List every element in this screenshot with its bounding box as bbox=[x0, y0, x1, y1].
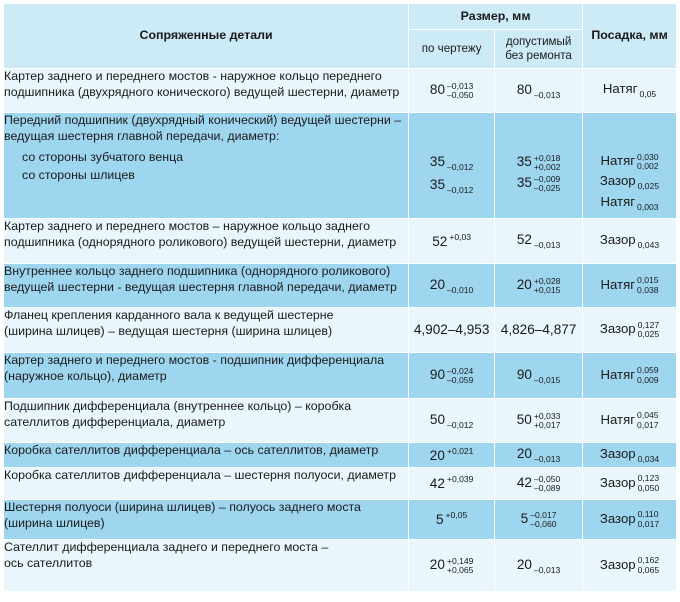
drawing-size bbox=[409, 500, 495, 540]
description-line: подшипника (двухрядного конического) ведущей шестерни, диаметр bbox=[4, 84, 400, 99]
table-row bbox=[4, 219, 677, 264]
size-value bbox=[429, 555, 474, 575]
fit-cell bbox=[583, 219, 677, 264]
allowed-subvalue bbox=[495, 151, 582, 172]
lower-deviation: –0,089 bbox=[534, 482, 561, 493]
fit-max: 0,110 bbox=[637, 509, 659, 520]
allowed-size bbox=[495, 399, 583, 443]
value-tolerance bbox=[534, 475, 560, 493]
upper-deviation: +0,039 bbox=[446, 474, 474, 485]
fit-max: 0,015 bbox=[637, 275, 659, 286]
size-value bbox=[516, 81, 561, 100]
fit-type: Зазор bbox=[599, 474, 636, 490]
value-base: 42 bbox=[516, 475, 532, 491]
table-row bbox=[4, 540, 677, 592]
value-tolerance bbox=[534, 175, 560, 193]
row-description bbox=[4, 468, 409, 500]
fit-max: 0,127 bbox=[637, 319, 660, 330]
upper-deviation: +0,149 bbox=[446, 555, 474, 566]
value-base: 90 bbox=[516, 366, 532, 382]
drawing-size bbox=[409, 219, 495, 264]
fit-range bbox=[638, 321, 660, 339]
fit-cell bbox=[583, 540, 677, 592]
row-description bbox=[4, 113, 409, 219]
drawing-subvalue bbox=[409, 174, 494, 197]
upper-deviation: –0,009 bbox=[534, 173, 561, 184]
upper-deviation: –0,017 bbox=[530, 509, 557, 520]
value-base: 90 bbox=[429, 367, 446, 383]
size-value bbox=[520, 509, 557, 529]
header-size: Размер, мм bbox=[409, 4, 583, 30]
fit-cell bbox=[583, 264, 677, 308]
upper-deviation: +0,021 bbox=[446, 445, 474, 456]
size-value bbox=[501, 323, 577, 337]
fit-type: Натяг bbox=[600, 276, 636, 292]
fit-amount: 0,025 bbox=[637, 180, 660, 191]
table-row bbox=[4, 264, 677, 308]
drawing-size bbox=[409, 468, 495, 500]
fit-min: 0,017 bbox=[637, 419, 659, 430]
size-value bbox=[429, 365, 474, 385]
allowed-size bbox=[495, 468, 583, 500]
value-tolerance bbox=[447, 82, 473, 100]
header-allowed: допустимый без ремонта bbox=[495, 30, 583, 69]
description-line: подшипника (однорядного роликового) ведущей шестерни, диаметр bbox=[4, 234, 397, 249]
size-value bbox=[429, 445, 474, 463]
drawing-subvalue bbox=[409, 151, 494, 174]
fit-value bbox=[600, 275, 659, 295]
size-value bbox=[516, 410, 561, 430]
allowed-size bbox=[495, 500, 583, 540]
lower-deviation: –0,013 bbox=[534, 89, 561, 100]
fit-range bbox=[637, 153, 659, 171]
fit-value bbox=[599, 473, 660, 493]
drawing-size bbox=[409, 443, 495, 468]
lower-deviation: –0,013 bbox=[534, 454, 561, 464]
allowed-size bbox=[495, 219, 583, 264]
allowed-size bbox=[495, 308, 583, 353]
table-row bbox=[4, 500, 677, 540]
fit-value bbox=[600, 365, 659, 385]
allowed-size bbox=[495, 264, 583, 308]
fit-amount: 0,043 bbox=[637, 239, 660, 250]
upper-deviation: +0,018 bbox=[533, 152, 561, 163]
value-base: 20 bbox=[429, 557, 445, 573]
size-value bbox=[432, 231, 472, 249]
fit-min: 0,009 bbox=[637, 374, 659, 385]
value-base: 20 bbox=[516, 446, 532, 461]
row-description bbox=[4, 353, 409, 399]
fit-type: Зазор bbox=[599, 172, 636, 188]
description-line: Картер заднего и переднего мостов – наружное кольцо заднего bbox=[4, 219, 371, 233]
drawing-size bbox=[409, 399, 495, 443]
drawing-size bbox=[409, 308, 495, 353]
size-value bbox=[429, 411, 474, 430]
table-row bbox=[4, 113, 677, 219]
allowed-subvalue bbox=[495, 172, 582, 193]
row-description bbox=[4, 308, 409, 353]
upper-deviation: +0,033 bbox=[533, 410, 561, 421]
fit-min: 0,065 bbox=[637, 564, 660, 575]
fit-value bbox=[599, 509, 660, 529]
size-value bbox=[429, 154, 474, 172]
lower-deviation: –0,050 bbox=[447, 89, 474, 100]
upper-deviation: +0,03 bbox=[449, 231, 472, 242]
size-value bbox=[429, 276, 474, 295]
value-tolerance bbox=[534, 154, 561, 172]
description-line: Сателлит дифференциала заднего и переднего моста – bbox=[4, 540, 329, 554]
row-description bbox=[4, 219, 409, 264]
allowed-size bbox=[495, 443, 583, 468]
header-fit: Посадка, мм bbox=[583, 4, 677, 69]
fit-value bbox=[599, 172, 660, 191]
fits-table bbox=[3, 3, 677, 592]
fit-type: Зазор bbox=[599, 445, 636, 461]
value-tolerance bbox=[530, 511, 556, 529]
value-base: 20 bbox=[429, 276, 446, 292]
fit-value bbox=[599, 445, 660, 464]
row-description bbox=[4, 399, 409, 443]
description-line: ведущей шестерни - ведущая шестерня главной передачи, диаметр bbox=[4, 279, 397, 294]
lower-deviation: +0,065 bbox=[446, 564, 474, 575]
fit-subvalue bbox=[583, 151, 676, 171]
value-base: 52 bbox=[516, 232, 532, 247]
row-description bbox=[4, 540, 409, 592]
size-value bbox=[435, 510, 468, 528]
fit-min: 0,038 bbox=[637, 284, 659, 295]
lower-deviation: –0,012 bbox=[447, 185, 474, 196]
fit-type: Зазор bbox=[599, 321, 636, 337]
description-subitem: со стороны шлицев bbox=[22, 167, 135, 182]
drawing-size bbox=[409, 353, 495, 399]
fit-cell bbox=[583, 308, 677, 353]
table-row bbox=[4, 399, 677, 443]
size-value bbox=[516, 275, 561, 295]
fit-range bbox=[638, 556, 660, 574]
value-base: 5 bbox=[435, 512, 444, 528]
lower-deviation: +0,017 bbox=[533, 419, 561, 430]
fit-max: 0,059 bbox=[637, 365, 659, 376]
row-description bbox=[4, 69, 409, 113]
description-line: сателлитов дифференциала, диаметр bbox=[4, 414, 226, 429]
value-base: 52 bbox=[432, 233, 448, 249]
fit-range bbox=[637, 366, 659, 384]
fit-value bbox=[599, 231, 660, 250]
value-tolerance bbox=[534, 412, 561, 430]
value-base: 50 bbox=[429, 411, 446, 427]
fit-cell bbox=[583, 500, 677, 540]
lower-deviation: –0,059 bbox=[447, 374, 474, 385]
upper-deviation: –0,050 bbox=[534, 473, 561, 484]
table-row bbox=[4, 353, 677, 399]
size-value bbox=[516, 446, 561, 464]
fit-min: 0,017 bbox=[637, 518, 660, 529]
upper-deviation: –0,013 bbox=[447, 80, 474, 91]
fit-cell bbox=[583, 399, 677, 443]
fit-max: 0,030 bbox=[637, 151, 659, 162]
fit-subvalue bbox=[583, 171, 676, 192]
value-base: 80 bbox=[516, 81, 532, 97]
upper-deviation: –0,024 bbox=[447, 365, 474, 376]
description-line: Коробка сателлитов дифференциала – шестерня полуоси, диаметр bbox=[4, 468, 396, 482]
header-parts: Сопряженные детали bbox=[4, 4, 409, 69]
fit-min: 0,025 bbox=[637, 329, 660, 339]
size-value bbox=[429, 177, 474, 196]
fit-max: 0,123 bbox=[637, 473, 660, 484]
fit-type: Натяг bbox=[600, 153, 636, 168]
lower-deviation: –0,013 bbox=[534, 240, 561, 250]
value-base: 50 bbox=[516, 412, 532, 428]
fit-type: Натяг bbox=[600, 194, 636, 210]
allowed-size bbox=[495, 69, 583, 113]
description-line: Картер заднего и переднего мостов - наружное кольцо переднего bbox=[4, 69, 382, 83]
row-description bbox=[4, 264, 409, 308]
fit-amount: 0,003 bbox=[637, 202, 659, 213]
fit-range bbox=[637, 276, 659, 294]
fit-range bbox=[638, 510, 660, 528]
size-value bbox=[429, 80, 474, 100]
fit-value bbox=[600, 410, 659, 430]
description-line: Картер заднего и переднего мостов - подшипник дифференциала bbox=[4, 353, 385, 367]
value-base: 35 bbox=[516, 154, 532, 169]
description-line: Подшипник дифференциала (внутреннее кольцо) – коробка bbox=[4, 399, 352, 413]
upper-deviation: +0,05 bbox=[445, 510, 468, 521]
description-line: ведущая шестерня главной передачи, диаметр: bbox=[4, 128, 280, 143]
fit-type: Натяг bbox=[600, 411, 636, 427]
value-base: 20 bbox=[516, 277, 532, 293]
fit-subvalue bbox=[583, 192, 676, 213]
value-tolerance bbox=[447, 367, 473, 385]
table-row bbox=[4, 468, 677, 500]
value-base: 20 bbox=[429, 447, 445, 463]
size-value bbox=[516, 152, 561, 172]
fit-type: Зазор bbox=[599, 556, 636, 572]
row-description bbox=[4, 500, 409, 540]
value-tolerance bbox=[534, 277, 561, 295]
fit-type: Натяг bbox=[600, 366, 636, 382]
lower-deviation: –0,012 bbox=[447, 419, 474, 430]
description-line: ось сателлитов bbox=[4, 555, 93, 570]
fit-cell bbox=[583, 113, 677, 219]
size-value bbox=[516, 473, 561, 493]
fit-cell bbox=[583, 468, 677, 500]
drawing-size bbox=[409, 113, 495, 219]
fit-value bbox=[600, 194, 659, 213]
allowed-size bbox=[495, 113, 583, 219]
value-base: 35 bbox=[516, 175, 532, 191]
value-range: 4,902–4,953 bbox=[413, 322, 490, 338]
value-tolerance bbox=[447, 557, 474, 575]
fit-cell bbox=[583, 353, 677, 399]
size-value bbox=[516, 232, 561, 250]
row-description bbox=[4, 443, 409, 468]
fit-range bbox=[638, 474, 660, 492]
lower-deviation: –0,025 bbox=[534, 182, 561, 193]
fit-value bbox=[602, 81, 657, 99]
size-value bbox=[516, 173, 561, 193]
lower-deviation: –0,015 bbox=[534, 374, 561, 385]
fit-value bbox=[599, 555, 660, 575]
value-base: 35 bbox=[429, 177, 446, 193]
lower-deviation: –0,010 bbox=[447, 284, 474, 295]
table-row bbox=[4, 69, 677, 113]
description-line: Шестерня полуоси (ширина шлицев) – полуось заднего моста bbox=[4, 500, 361, 514]
allowed-size bbox=[495, 540, 583, 592]
fit-value bbox=[600, 151, 659, 171]
size-value bbox=[516, 366, 561, 385]
fit-max: 0,162 bbox=[637, 555, 660, 566]
upper-deviation: +0,028 bbox=[533, 275, 561, 286]
size-value bbox=[414, 323, 490, 337]
lower-deviation: –0,013 bbox=[534, 564, 561, 575]
fit-min: 0,002 bbox=[637, 160, 659, 171]
description-line: Внутреннее кольцо заднего подшипника (однорядного роликового) bbox=[4, 264, 391, 278]
value-base: 42 bbox=[429, 476, 445, 492]
description-line: Фланец крепления карданного вала к ведущей шестерне bbox=[4, 308, 334, 322]
table-row bbox=[4, 308, 677, 353]
fit-type: Натяг bbox=[602, 81, 638, 96]
lower-deviation: +0,002 bbox=[533, 161, 561, 172]
size-value bbox=[429, 474, 474, 492]
size-value bbox=[516, 556, 561, 575]
lower-deviation: +0,015 bbox=[533, 284, 561, 295]
table-row bbox=[4, 443, 677, 468]
drawing-size bbox=[409, 540, 495, 592]
description-line: (наружное кольцо), диаметр bbox=[4, 368, 167, 383]
header-drawing: по чертежу bbox=[409, 30, 495, 69]
description-line: Передний подшипник (двухрядный конический) ведущей шестерни – bbox=[4, 113, 402, 127]
fit-value bbox=[599, 319, 660, 339]
value-base: 5 bbox=[520, 511, 529, 527]
table-body bbox=[4, 69, 677, 592]
value-range: 4,826–4,877 bbox=[500, 322, 577, 338]
value-base: 80 bbox=[429, 82, 446, 98]
lower-deviation: –0,012 bbox=[447, 162, 474, 172]
fit-min: 0,050 bbox=[637, 482, 660, 493]
description-line: (ширина шлицев) – ведущая шестерня (ширина шлицев) bbox=[4, 323, 333, 338]
fit-max: 0,045 bbox=[637, 410, 659, 421]
description-subitem: со стороны зубчатого венца bbox=[22, 149, 184, 164]
value-base: 35 bbox=[429, 154, 446, 169]
value-base: 20 bbox=[516, 556, 532, 572]
allowed-size bbox=[495, 353, 583, 399]
description-line: Коробка сателлитов дифференциала – ось сателлитов, диаметр bbox=[4, 443, 379, 457]
fit-cell bbox=[583, 69, 677, 113]
fit-amount: 0,034 bbox=[637, 453, 660, 464]
fit-amount: 0,05 bbox=[639, 89, 657, 99]
drawing-size bbox=[409, 69, 495, 113]
fit-range bbox=[637, 411, 659, 429]
fit-type: Зазор bbox=[599, 510, 636, 526]
description-line: (ширина шлицев) bbox=[4, 515, 105, 530]
drawing-size bbox=[409, 264, 495, 308]
fit-cell bbox=[583, 443, 677, 468]
fit-type: Зазор bbox=[599, 231, 636, 247]
lower-deviation: –0,060 bbox=[530, 518, 557, 529]
